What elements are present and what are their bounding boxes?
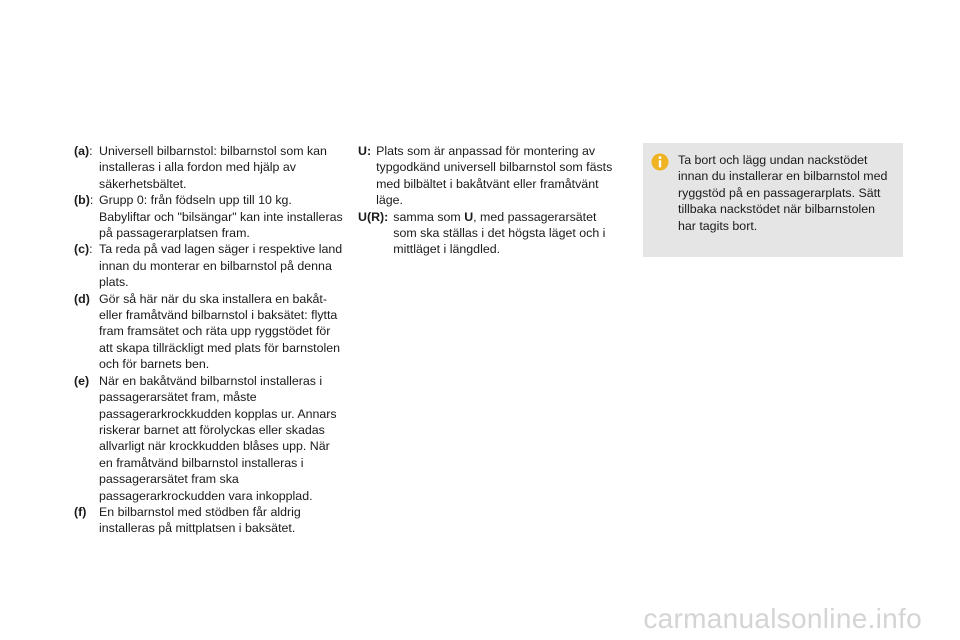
legend-ur-bold: U	[464, 209, 474, 224]
note-d-text: Gör så här när du ska installera en bakåt-eller framåtvänd bilbarnstol i baksätet: flytta fram framsätet och räta upp ryggstödet för att skapa tillräckligt med plats för barnstolen och för barnets ben.	[99, 291, 341, 372]
note-e-text: När en bakåtvänd bilbarnstol installeras i passagerarsätet fram, måste passagerarkrockkudden kopplas ur. Annars riskerar barnet att förolyckas eller skadas allvarligt när krockkudden blåses upp. När en framåtvänd bilbarnstol installeras i passagerarsätet fram ska passagerarkrockudden vara inkopplad.	[99, 373, 337, 503]
legend-u-key: U:	[358, 144, 372, 158]
note-a-text: Universell bilbarnstol: bilbarnstol som kan installeras i alla fordon med hjälp av säkerhetsbältet.	[99, 144, 327, 191]
note-f	[74, 504, 344, 537]
note-c-text: Ta reda på vad lagen säger i respektive land innan du monterar en bilbarnstol på denna plats.	[99, 242, 343, 290]
note-d-key: (d)	[74, 291, 90, 306]
legend-ur	[358, 209, 618, 258]
legend-u	[358, 143, 618, 209]
watermark: carmanualsonline.info	[643, 603, 922, 634]
note-c	[74, 241, 344, 290]
legend-column	[358, 143, 618, 258]
note-b	[74, 192, 344, 241]
info-icon	[651, 153, 669, 171]
note-e	[74, 373, 344, 504]
note-b-key: (b):	[74, 193, 94, 208]
note-a	[74, 143, 344, 192]
note-e-key: (e)	[74, 373, 90, 388]
legend-ur-text: samma som U, med passagerarsätet som ska ställas i det högsta läget och i mittläget i längdled.	[393, 209, 606, 257]
note-c-key: (c):	[74, 242, 93, 257]
legend-u-text: Plats som är anpassad för montering av typgodkänd universell bilbarnstol som fästs med bilbältet i bakåtvänt eller framåtvänt läge.	[376, 144, 613, 208]
info-box	[643, 143, 903, 257]
note-d	[74, 291, 344, 373]
note-f-text: En bilbarnstol med stödben får aldrig installeras på mittplatsen i baksätet.	[99, 504, 301, 536]
legend-ur-key: U(R):	[358, 209, 389, 224]
note-f-key: (f)	[74, 504, 87, 519]
notes-column	[74, 143, 344, 537]
note-a-key: (a):	[74, 144, 93, 158]
info-text: Ta bort och lägg undan nackstödet innan du installerar en bilbarnstol med ryggstöd på en passagerarplats. Sätt tillbaka nackstödet när bilbarnstolen har tagits bort.	[678, 153, 888, 233]
note-b-text: Grupp 0: från födseln upp till 10 kg. Babyliftar och "bilsängar" kan inte installeras på passagerarplatsen fram.	[99, 193, 343, 241]
